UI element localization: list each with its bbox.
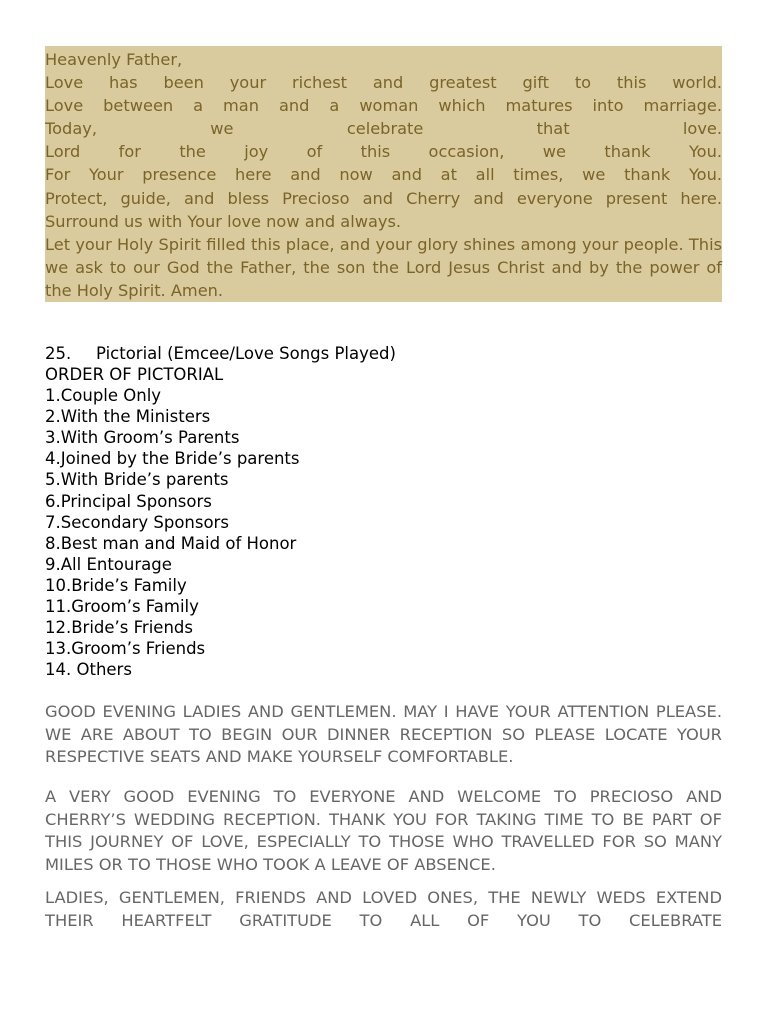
prayer-line: Love has been your richest and greatest gift to this world. [45, 73, 722, 93]
prayer-line: Heavenly Father, [45, 50, 183, 69]
list-item: 8.Best man and Maid of Honor [45, 533, 297, 553]
list-item: 11.Groom’s Family [45, 597, 199, 617]
list-item: 7.Secondary Sponsors [45, 512, 229, 532]
list-item: 4.Joined by the Bride’s parents [45, 449, 300, 469]
list-item: 9.All Entourage [45, 554, 172, 574]
prayer-block [45, 46, 722, 302]
announcement-paragraph: LADIES, GENTLEMEN, FRIENDS AND LOVED ONES, THE NEWLY WEDS EXTEND THEIR HEARTFELT GRATITUDE TO ALL OF YOU TO CELEBRATE [45, 888, 722, 930]
announcement-paragraph: A VERY GOOD EVENING TO EVERYONE AND WELCOME TO PRECIOSO AND CHERRY’S WEDDING RECEPTION. THANK YOU FOR TAKING TIME TO BE PART OF THIS JOURNEY OF LOVE, ESPECIALLY TO THOSE WHO TRAVELLED FOR SO MANY MILES OR TO THOSE WHO TOOK A LEAVE OF ABSENCE. [45, 787, 722, 875]
list-item: 13.Groom’s Friends [45, 639, 206, 659]
list-item: 14. Others [45, 660, 132, 680]
list-item: 1.Couple Only [45, 386, 162, 406]
prayer-line: Today, we celebrate that love. [45, 119, 722, 139]
list-item: 10.Bride’s Family [45, 575, 187, 595]
list-item: 3.With Groom’s Parents [45, 428, 240, 448]
prayer-line: For Your presence here and now and at all times, we thank You. [45, 165, 722, 185]
prayer-line: Love between a man and a woman which matures into marriage. [45, 96, 722, 116]
prayer-paragraph: Let your Holy Spirit filled this place, and your glory shines among your people. This we ask to our God the Father, the son the Lord Jesus Christ and by the power of the Holy Spirit. Amen. [45, 234, 722, 300]
list-item: 6.Principal Sponsors [45, 491, 212, 511]
list-item: 5.With Bride’s parents [45, 470, 229, 490]
pictorial-order-list [45, 364, 722, 680]
section-heading [45, 343, 722, 364]
announcement-paragraph: GOOD EVENING LADIES AND GENTLEMEN. MAY I HAVE YOUR ATTENTION PLEASE. WE ARE ABOUT TO BEGIN OUR DINNER RECEPTION SO PLEASE LOCATE YOUR RESPECTIVE SEATS AND MAKE YOURSELF COMFORTABLE. [45, 702, 722, 767]
prayer-line: Lord for the joy of this occasion, we thank You. [45, 142, 722, 162]
prayer-line: Protect, guide, and bless Precioso and Cherry and everyone present here. [45, 188, 722, 208]
list-item: 2.With the Ministers [45, 407, 211, 427]
section-number: 25. [45, 344, 72, 363]
list-item: 12.Bride’s Friends [45, 618, 193, 638]
prayer-line: Surround us with Your love now and always. [45, 211, 402, 231]
section-title: Pictorial (Emcee/Love Songs Played) [96, 344, 396, 363]
order-heading: ORDER OF PICTORIAL [45, 365, 224, 384]
